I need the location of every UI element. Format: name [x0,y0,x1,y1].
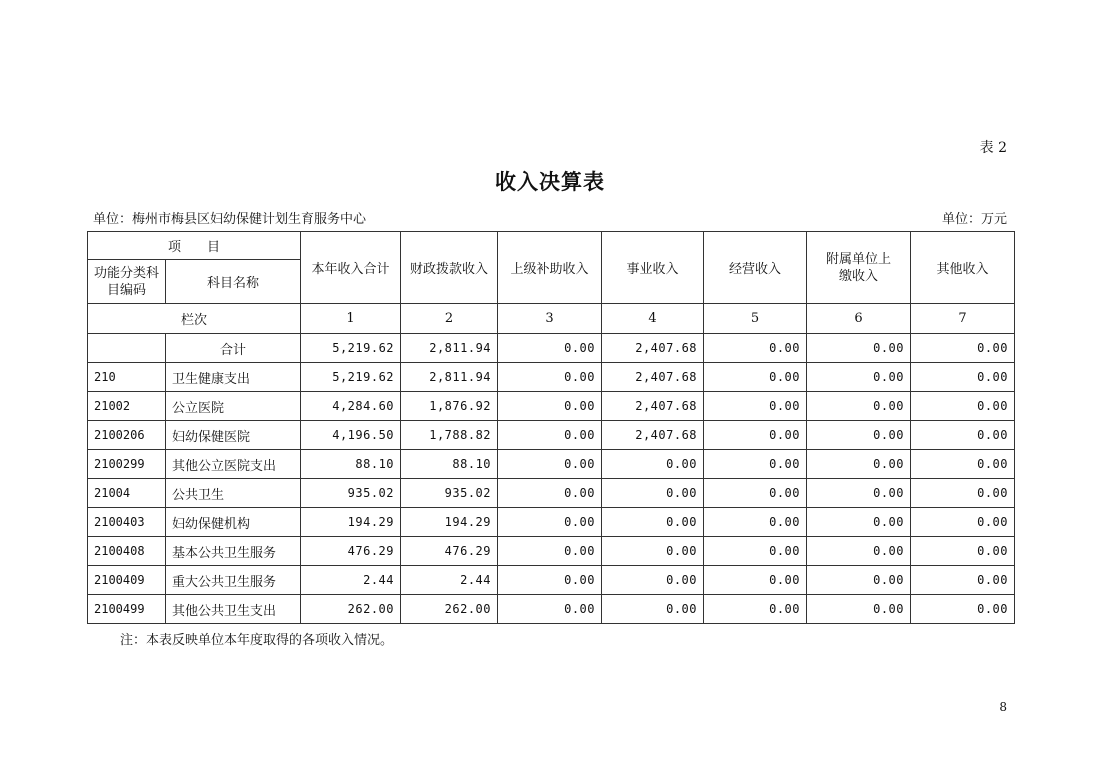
income-statement-table [87,231,1015,624]
subject-name-cell: 基本公共卫生服务 [166,537,301,566]
table-label: 表 2 [979,140,1007,156]
amount-cell: 2,407.68 [602,392,704,421]
amount-cell: 2.44 [401,566,498,595]
total-label: 合计 [166,334,301,363]
amount-cell: 0.00 [602,479,704,508]
amount-cell: 262.00 [401,595,498,624]
header-col-1: 本年收入合计 [301,232,401,304]
amount-cell: 0.00 [704,479,807,508]
amount-cell: 194.29 [301,508,401,537]
table-row [88,479,1015,508]
amount-cell: 0.00 [498,450,602,479]
amount-cell: 0.00 [498,363,602,392]
amount-cell: 476.29 [401,537,498,566]
amount-cell: 0.00 [911,421,1015,450]
amount-cell: 0.00 [602,450,704,479]
amount-cell: 88.10 [301,450,401,479]
amount-cell: 0.00 [602,537,704,566]
amount-cell: 0.00 [704,363,807,392]
amount-cell: 0.00 [807,363,911,392]
func-code-cell: 21002 [88,392,166,421]
amount-cell: 0.00 [602,566,704,595]
header-col-5: 经营收入 [704,232,807,304]
amount-cell: 0.00 [807,537,911,566]
amount-cell: 0.00 [807,595,911,624]
amount-cell: 0.00 [911,595,1015,624]
amount-cell: 0.00 [704,595,807,624]
table-row [88,595,1015,624]
amount-cell: 0.00 [911,566,1015,595]
subject-name-cell: 其他公立医院支出 [166,450,301,479]
amount-cell: 935.02 [401,479,498,508]
col-number: 2 [401,304,498,334]
col-label: 栏次 [88,304,301,334]
func-code-cell: 2100408 [88,537,166,566]
subject-name-cell: 其他公共卫生支出 [166,595,301,624]
currency-unit-label: 单位：万元 [941,212,1007,227]
table-row [88,508,1015,537]
unit-label: 单位：梅州市梅县区妇幼保健计划生育服务中心 [93,212,367,227]
amount-cell: 0.00 [498,566,602,595]
page-title: 收入决算表 [495,170,605,194]
amount-cell: 476.29 [301,537,401,566]
amount-cell: 0.00 [704,537,807,566]
amount-cell: 0.00 [602,595,704,624]
amount-cell: 2.44 [301,566,401,595]
table-row [88,450,1015,479]
subject-name-cell: 妇幼保健机构 [166,508,301,537]
header-col-4: 事业收入 [602,232,704,304]
func-code-cell: 21004 [88,479,166,508]
amount-cell: 0.00 [498,479,602,508]
subject-name-cell: 重大公共卫生服务 [166,566,301,595]
amount-cell: 0.00 [498,421,602,450]
amount-cell: 0.00 [498,392,602,421]
table-row [88,363,1015,392]
col-number: 1 [301,304,401,334]
total-value: 2,407.68 [602,334,704,363]
amount-cell: 0.00 [911,450,1015,479]
amount-cell: 1,876.92 [401,392,498,421]
amount-cell: 0.00 [704,421,807,450]
func-code-cell: 2100403 [88,508,166,537]
col-number: 4 [602,304,704,334]
header-col-6: 附属单位上缴收入 [807,232,911,304]
amount-cell: 194.29 [401,508,498,537]
amount-cell: 2,407.68 [602,363,704,392]
col-number: 3 [498,304,602,334]
amount-cell: 0.00 [807,450,911,479]
amount-cell: 0.00 [911,508,1015,537]
total-value: 0.00 [911,334,1015,363]
total-code-cell [88,334,166,363]
header-subject-name: 科目名称 [166,260,301,304]
amount-cell: 0.00 [807,392,911,421]
col-number: 7 [911,304,1015,334]
header-col-2: 财政拨款收入 [401,232,498,304]
amount-cell: 0.00 [704,566,807,595]
func-code-cell: 210 [88,363,166,392]
amount-cell: 0.00 [911,537,1015,566]
subject-name-cell: 公共卫生 [166,479,301,508]
amount-cell: 0.00 [704,392,807,421]
total-value: 0.00 [704,334,807,363]
amount-cell: 0.00 [704,450,807,479]
amount-cell: 262.00 [301,595,401,624]
amount-cell: 0.00 [807,566,911,595]
col-number: 6 [807,304,911,334]
amount-cell: 0.00 [911,479,1015,508]
table-row [88,537,1015,566]
total-value: 0.00 [498,334,602,363]
amount-cell: 935.02 [301,479,401,508]
amount-cell: 0.00 [807,421,911,450]
subject-name-cell: 妇幼保健医院 [166,421,301,450]
subject-name-cell: 卫生健康支出 [166,363,301,392]
func-code-cell: 2100206 [88,421,166,450]
total-value: 5,219.62 [301,334,401,363]
table-row [88,421,1015,450]
amount-cell: 88.10 [401,450,498,479]
header-col-3: 上级补助收入 [498,232,602,304]
amount-cell: 0.00 [498,595,602,624]
table-note: 注：本表反映单位本年度取得的各项收入情况。 [120,633,394,648]
total-value: 2,811.94 [401,334,498,363]
amount-cell: 0.00 [602,508,704,537]
header-func-code: 功能分类科目编码 [88,260,166,304]
col-number: 5 [704,304,807,334]
amount-cell: 0.00 [498,508,602,537]
amount-cell: 0.00 [704,508,807,537]
amount-cell: 2,811.94 [401,363,498,392]
table-row [88,566,1015,595]
amount-cell: 4,284.60 [301,392,401,421]
total-row [88,334,1015,363]
header-item: 项 目 [88,232,301,260]
total-value: 0.00 [807,334,911,363]
func-code-cell: 2100499 [88,595,166,624]
amount-cell: 5,219.62 [301,363,401,392]
amount-cell: 4,196.50 [301,421,401,450]
subject-name-cell: 公立医院 [166,392,301,421]
func-code-cell: 2100299 [88,450,166,479]
page-number: 8 [999,700,1007,714]
amount-cell: 2,407.68 [602,421,704,450]
amount-cell: 0.00 [807,479,911,508]
amount-cell: 1,788.82 [401,421,498,450]
table-row [88,392,1015,421]
amount-cell: 0.00 [498,537,602,566]
header-col-7: 其他收入 [911,232,1015,304]
amount-cell: 0.00 [911,392,1015,421]
amount-cell: 0.00 [807,508,911,537]
amount-cell: 0.00 [911,363,1015,392]
func-code-cell: 2100409 [88,566,166,595]
